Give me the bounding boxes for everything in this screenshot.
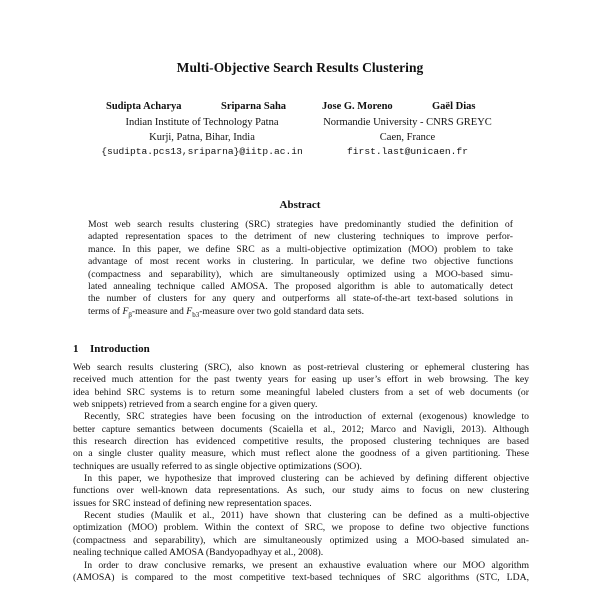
abstract-line: lated annealing technique called AMOSA. The proposed algorithm is able to automatically detect	[88, 281, 513, 293]
body-line: Recently, SRC strategies have been focusing on the introduction of external (exogenous) knowledge to	[84, 411, 529, 423]
body-line: (compactness and separability), which are simultaneously optimized using a MOO-based simulated an-	[73, 534, 529, 546]
math-symbol: F	[122, 305, 129, 317]
affiliation-email: {sudipta.pcs13,sriparna}@iitp.ac.in	[101, 146, 303, 157]
body-line: better capture semantics between documents (Scaiella et al., 2012; Marco and Navigli, 2013). Although	[73, 423, 529, 435]
affiliation-institution: Indian Institute of Technology Patna	[125, 117, 279, 128]
body-line: optimization (MOO) problem. Within the context of SRC, we propose to define two objective functions	[73, 522, 529, 534]
body-line: techniques are usually referred to as single objective optimizations (SOO).	[73, 460, 362, 472]
abstract-text	[88, 219, 513, 321]
affiliation-address: Kurji, Patna, Bihar, India	[149, 131, 255, 143]
body-line: web snippets) retrieved from a search engine for a given query.	[73, 399, 318, 411]
author-list	[0, 101, 600, 115]
affiliation-left	[92, 116, 312, 160]
paper-title: Multi-Objective Search Results Clustering	[176, 60, 424, 75]
body-line: (AMOSA) is compared to the most competitive text-based techniques of SRC algorithms (STC, LDA,	[73, 571, 529, 583]
author-name: Sriparna Saha	[221, 101, 287, 112]
affiliation-address: Caen, France	[379, 131, 436, 143]
body-line: Recent studies (Maulik et al., 2011) have shown that clustering can be defined as a multi-objective	[84, 510, 529, 522]
body-line: on a single cluster quality measure, which must reflect alone the goodness of a given partitioning. These	[73, 448, 529, 460]
body-line: In order to draw conclusive remarks, we present an exhaustive evaluation where our MOO algorithm	[84, 559, 529, 571]
abstract-line: (compactness and separability), which are simultaneously optimized using a MOO-based simu-	[88, 268, 513, 280]
affiliation-email: first.last@unicaen.fr	[347, 146, 468, 157]
math-subscript: b3	[192, 310, 200, 319]
section-heading	[73, 343, 150, 355]
affiliation-right	[300, 116, 515, 160]
abstract-line	[88, 306, 513, 321]
author-name: Jose G. Moreno	[322, 101, 393, 112]
abstract-line: Most web search results clustering (SRC) strategies have predominantly studied the definition of	[88, 219, 513, 230]
body-line: functions over well-known data representations. As such, our study aims to focus on new clustering	[73, 485, 529, 497]
abstract-line: the number of clusters for any query and outperforms all state-of-the-art text-based solutions in	[88, 293, 513, 305]
math-subscript: β	[128, 310, 132, 319]
abstract-line: advantage of most recent works in clustering. In particular, we define two objective functions	[88, 256, 513, 268]
body-line: this research direction has evidenced competitive results, the proposed clustering techniques are based	[73, 436, 529, 448]
math-symbol: F	[186, 305, 193, 317]
body-line: In this paper, we hypothesize that improved clustering can be achieved by defining different objective	[84, 473, 529, 485]
author-name: Sudipta Acharya	[106, 101, 182, 112]
body-line: nealing technique called AMOSA (Bandyopadhyay et al., 2008).	[73, 547, 324, 559]
body-line: idea behind SRC systems is to return some meaningful labeled clusters from a set of web documents (or	[73, 386, 529, 398]
affiliation-institution: Normandie University - CNRS GREYC	[323, 117, 492, 128]
author-name: Gaël Dias	[432, 101, 476, 112]
body-line: issues for SRC instead of defining new representation spaces.	[73, 497, 312, 509]
body-line: received much attention for the past twenty years for easing up user’s effort in web browsing. The key	[73, 374, 529, 386]
abstract-text-fragment: -measure and	[131, 305, 187, 317]
abstract-text-fragment: -measure over two gold standard data sets.	[199, 305, 365, 317]
abstract-text-fragment: terms of	[88, 305, 123, 317]
introduction-body	[73, 362, 529, 584]
section-title: Introduction	[90, 343, 150, 355]
abstract-line: mance. In this paper, we define SRC as a multi-objective optimization (MOO) problem to take	[88, 243, 513, 255]
section-number: 1	[73, 343, 79, 355]
abstract-line: adapted representation spaces to the detriment of new clustering techniques to improve perfor-	[88, 231, 513, 243]
abstract-heading: Abstract	[279, 199, 321, 211]
body-line: Web search results clustering (SRC), also known as post-retrieval clustering or ephemeral clustering has	[73, 362, 529, 373]
